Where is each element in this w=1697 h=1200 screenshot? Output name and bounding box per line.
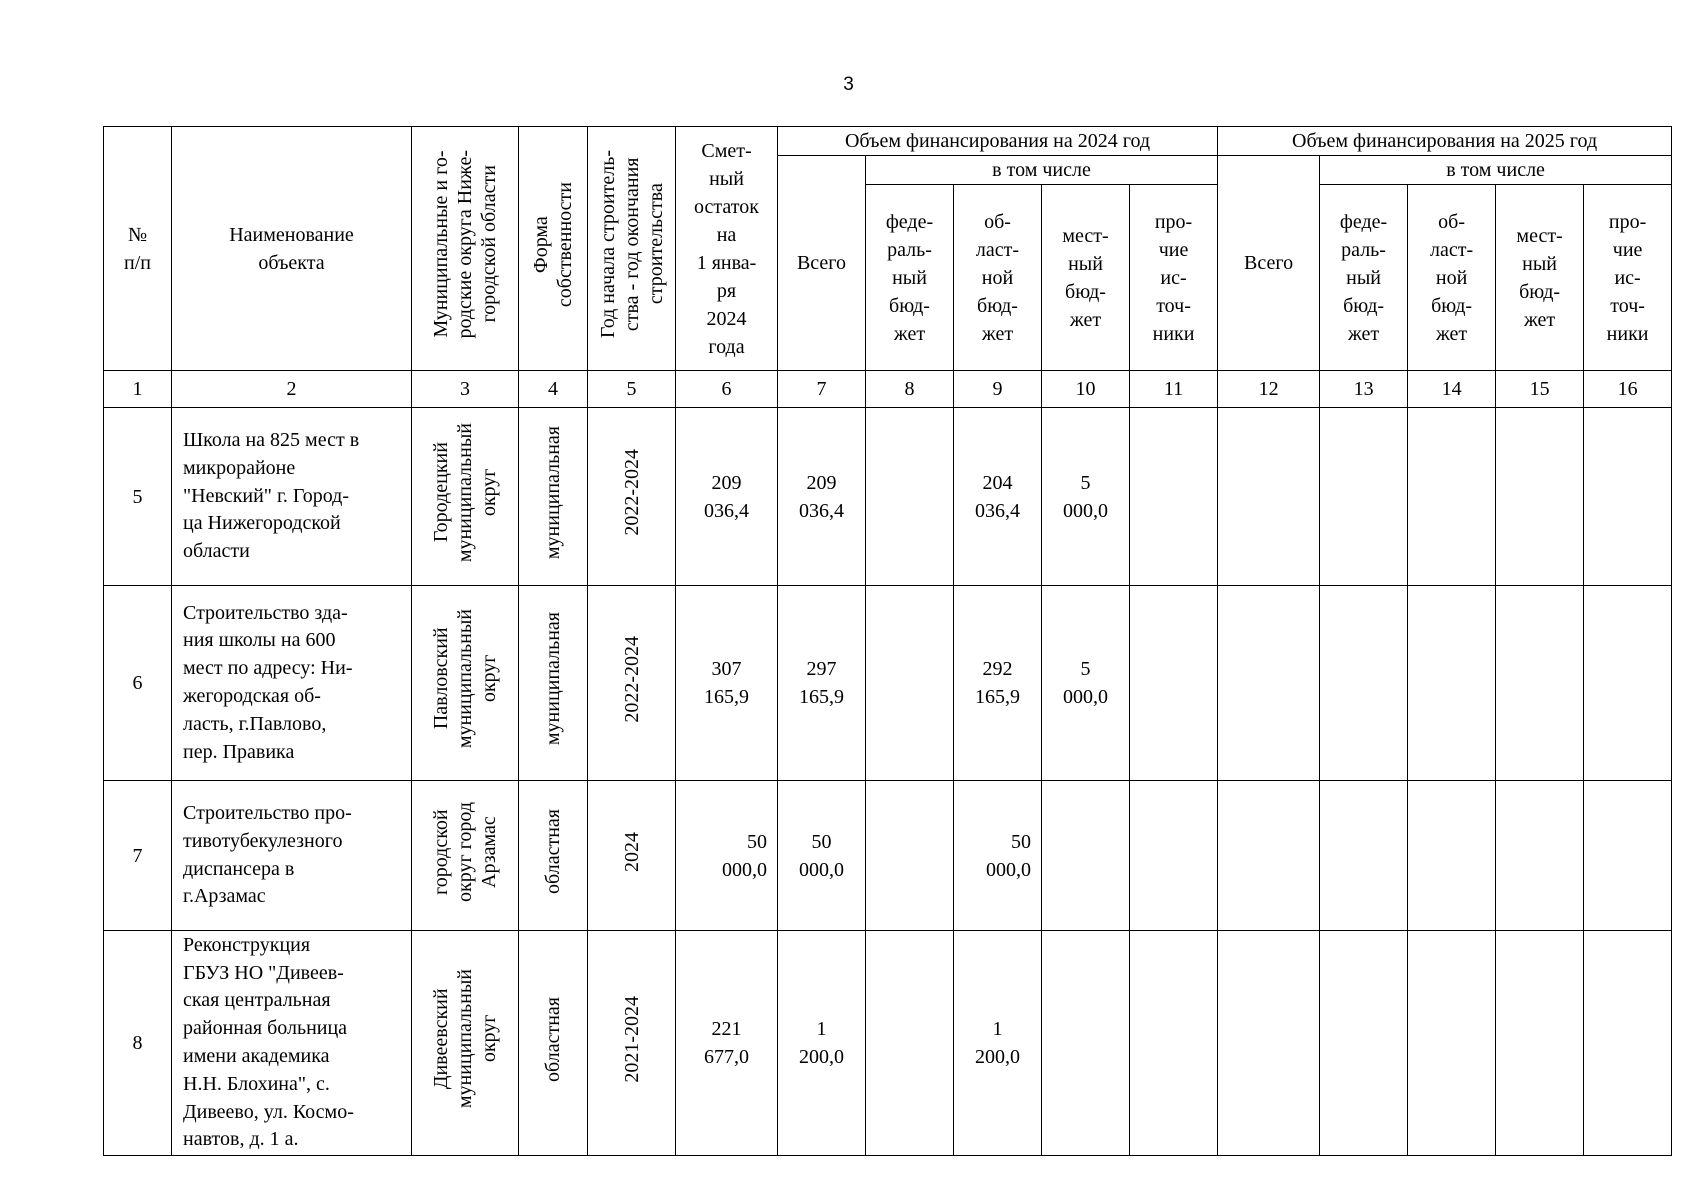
regional-2025 <box>1408 408 1496 586</box>
header-total-2024: Всего <box>778 156 866 371</box>
estimated-balance: 221 677,0 <box>676 931 778 1156</box>
object-name: Строительство про- тивотубекулезного диспансера в г.Арзамас <box>172 781 412 931</box>
object-name: Школа на 825 мест в микрорайоне "Невский" г. Город- ца Нижегородской области <box>172 408 412 586</box>
column-number: 7 <box>778 371 866 408</box>
municipality: городской округ город Арзамас <box>412 781 519 931</box>
header-other-2024: про- чие ис- точ- ники <box>1130 185 1218 371</box>
column-number: 8 <box>866 371 954 408</box>
total-2025 <box>1218 781 1320 931</box>
header-local-2025: мест- ный бюд- жет <box>1496 185 1584 371</box>
column-number: 12 <box>1218 371 1320 408</box>
page-number: 3 <box>843 74 854 95</box>
estimated-balance: 307 165,9 <box>676 586 778 781</box>
column-number: 6 <box>676 371 778 408</box>
header-federal-2025: феде- раль- ный бюд- жет <box>1320 185 1408 371</box>
other-2024 <box>1130 408 1218 586</box>
ownership: областная <box>519 781 588 931</box>
column-number: 15 <box>1496 371 1584 408</box>
column-number: 14 <box>1408 371 1496 408</box>
total-2024: 297 165,9 <box>778 586 866 781</box>
header-col-ownership: Форма собственности <box>519 127 588 371</box>
municipality: Дивеевский муниципальный округ <box>412 931 519 1156</box>
header-other-2025: про- чие ис- точ- ники <box>1584 185 1672 371</box>
regional-2024: 50 000,0 <box>954 781 1042 931</box>
column-number: 4 <box>519 371 588 408</box>
regional-2024: 204 036,4 <box>954 408 1042 586</box>
header-funding-2025: Объем финансирования на 2025 год <box>1218 127 1672 156</box>
construction-years: 2022-2024 <box>588 586 676 781</box>
local-2024: 5 000,0 <box>1042 586 1130 781</box>
federal-2024 <box>866 931 954 1156</box>
table-row <box>104 781 1672 931</box>
ownership: муниципальная <box>519 408 588 586</box>
column-number: 16 <box>1584 371 1672 408</box>
federal-2025 <box>1320 408 1408 586</box>
header-regional-2024: об- ласт- ной бюд- жет <box>954 185 1042 371</box>
header-including-2025: в том числе <box>1320 156 1672 185</box>
construction-years: 2022-2024 <box>588 408 676 586</box>
federal-2024 <box>866 408 954 586</box>
header-including-2024: в том числе <box>866 156 1218 185</box>
federal-2024 <box>866 586 954 781</box>
header-col-balance: Смет- ный остаток на 1 янва- ря 2024 года <box>676 127 778 371</box>
other-2025 <box>1584 408 1672 586</box>
total-2024: 1 200,0 <box>778 931 866 1156</box>
ownership: муниципальная <box>519 586 588 781</box>
local-2024: 5 000,0 <box>1042 408 1130 586</box>
regional-2024: 1 200,0 <box>954 931 1042 1156</box>
header-col-name: Наименование объекта <box>172 127 412 371</box>
total-2024: 209 036,4 <box>778 408 866 586</box>
total-2025 <box>1218 586 1320 781</box>
other-2024 <box>1130 586 1218 781</box>
column-number: 11 <box>1130 371 1218 408</box>
header-funding-2024: Объем финансирования на 2024 год <box>778 127 1218 156</box>
row-number: 5 <box>104 408 172 586</box>
row-number: 7 <box>104 781 172 931</box>
estimated-balance: 50 000,0 <box>676 781 778 931</box>
local-2025 <box>1496 586 1584 781</box>
financing-table <box>103 126 1672 1156</box>
column-number: 5 <box>588 371 676 408</box>
total-2025 <box>1218 931 1320 1156</box>
column-number: 2 <box>172 371 412 408</box>
other-2025 <box>1584 586 1672 781</box>
federal-2025 <box>1320 781 1408 931</box>
regional-2024: 292 165,9 <box>954 586 1042 781</box>
other-2025 <box>1584 781 1672 931</box>
header-regional-2025: об- ласт- ной бюд- жет <box>1408 185 1496 371</box>
regional-2025 <box>1408 931 1496 1156</box>
other-2024 <box>1130 931 1218 1156</box>
column-number: 9 <box>954 371 1042 408</box>
column-number: 10 <box>1042 371 1130 408</box>
other-2024 <box>1130 781 1218 931</box>
column-number: 1 <box>104 371 172 408</box>
column-number-row <box>104 371 1672 408</box>
municipality: Павловский муниципальный округ <box>412 586 519 781</box>
municipality: Городецкий муниципальный округ <box>412 408 519 586</box>
table-row <box>104 408 1672 586</box>
total-2025 <box>1218 408 1320 586</box>
local-2024 <box>1042 931 1130 1156</box>
local-2024 <box>1042 781 1130 931</box>
row-number: 6 <box>104 586 172 781</box>
regional-2025 <box>1408 586 1496 781</box>
header-total-2025: Всего <box>1218 156 1320 371</box>
header-col-years: Год начала строитель- ства - год окончания строительства <box>588 127 676 371</box>
object-name: Реконструкция ГБУЗ НО "Дивеев- ская центральная районная больница имени академика Н.Н. Блохина", с. Дивеево, ул. Космо- навтов, д. 1 а. <box>172 931 412 1156</box>
header-col-municipality: Муниципальные и го- родские округа Ниже- городской области <box>412 127 519 371</box>
total-2024: 50 000,0 <box>778 781 866 931</box>
table-row <box>104 586 1672 781</box>
estimated-balance: 209 036,4 <box>676 408 778 586</box>
ownership: областная <box>519 931 588 1156</box>
federal-2025 <box>1320 931 1408 1156</box>
local-2025 <box>1496 781 1584 931</box>
federal-2025 <box>1320 586 1408 781</box>
column-number: 3 <box>412 371 519 408</box>
header-federal-2024: феде- раль- ный бюд- жет <box>866 185 954 371</box>
federal-2024 <box>866 781 954 931</box>
header-local-2024: мест- ный бюд- жет <box>1042 185 1130 371</box>
header-col-number: № п/п <box>104 127 172 371</box>
other-2025 <box>1584 931 1672 1156</box>
row-number: 8 <box>104 931 172 1156</box>
table-row <box>104 931 1672 1156</box>
construction-years: 2024 <box>588 781 676 931</box>
local-2025 <box>1496 408 1584 586</box>
regional-2025 <box>1408 781 1496 931</box>
construction-years: 2021-2024 <box>588 931 676 1156</box>
local-2025 <box>1496 931 1584 1156</box>
column-number: 13 <box>1320 371 1408 408</box>
object-name: Строительство зда- ния школы на 600 мест по адресу: Ни- жегородская об- ласть, г.Павлово, пер. Правика <box>172 586 412 781</box>
